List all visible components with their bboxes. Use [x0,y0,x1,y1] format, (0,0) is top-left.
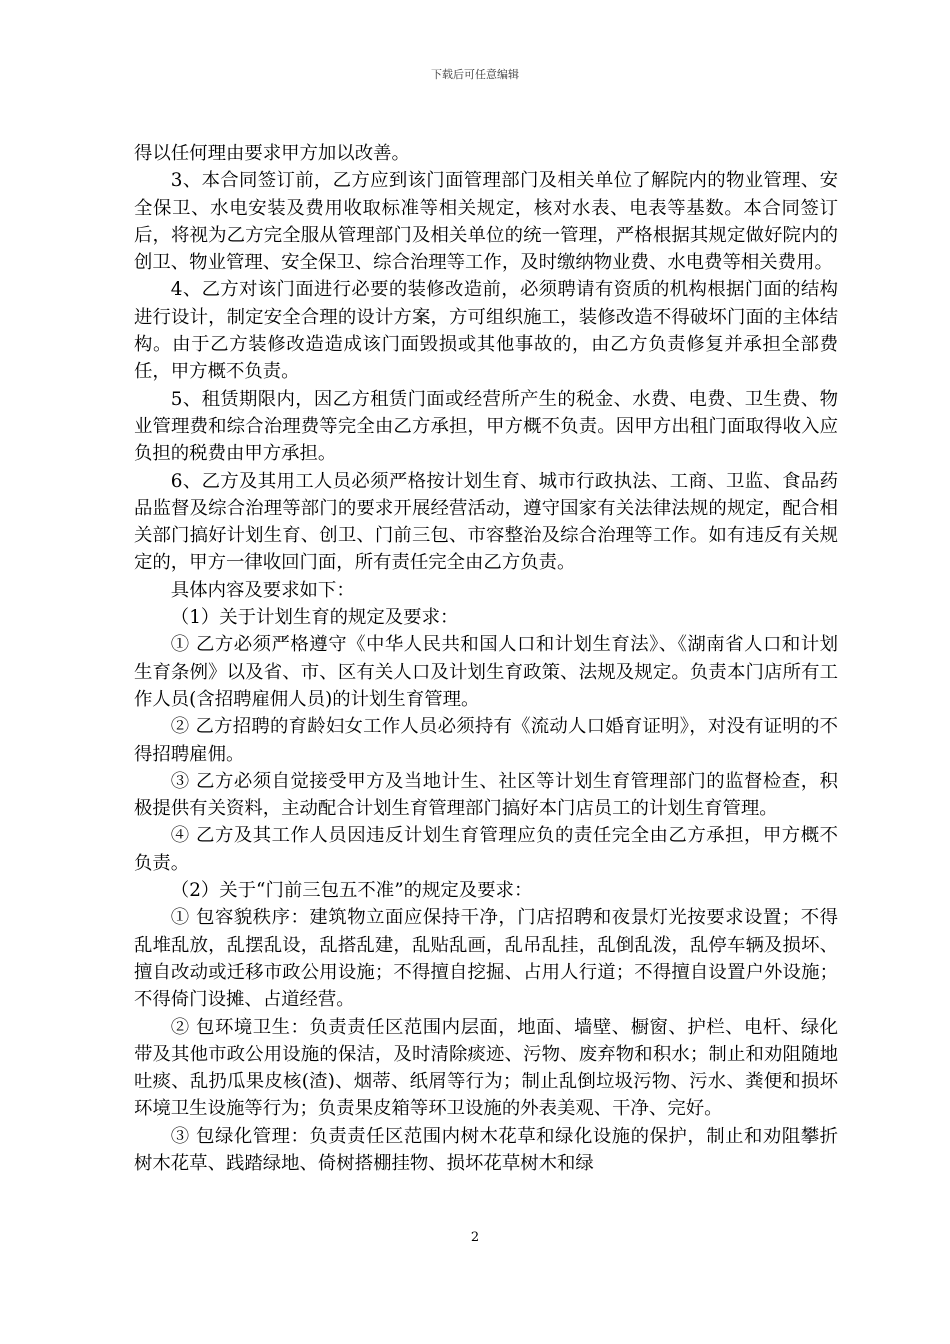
paragraph-details-intro: 具体内容及要求如下： [170,579,355,601]
page-number: 2 [470,1230,480,1245]
paragraph-clause-5: 5、租赁期限内，因乙方租赁门面或经营所产生的税金、水费、电费、卫生费、物业管理费和综合治理费等完全由乙方承担，甲方概不负责。因甲方出租门面取得收入应负担的税费由甲方承担。 [134,388,838,465]
contract-body [134,140,838,1177]
paragraph-item-1-4: ④ 乙方及其工作人员因违反计划生育管理应负的责任完全由乙方承担，甲方概不负责。 [134,825,838,874]
paragraph-section-1-heading: （1）关于计划生育的规定及要求： [170,607,459,629]
paragraph-item-2-3: ③ 包绿化管理：负责责任区范围内树木花草和绿化设施的保护，制止和劝阻攀折树木花草、践踏绿地、倚树搭棚挂物、损坏花草树木和绿 [134,1125,838,1174]
paragraph-clause-3: 3、本合同签订前，乙方应到该门面管理部门及相关单位了解院内的物业管理、安全保卫、水电安装及费用收取标准等相关规定，核对水表、电表等基数。本合同签订后，将视为乙方完全服从管理部门及相关单位的统一管理，严格根据其规定做好院内的创卫、物业管理、安全保卫、综合治理等工作，及时缴纳物业费、水电费等相关费用。 [134,170,838,274]
paragraph-continuation: 得以任何理由要求甲方加以改善。 [134,143,410,164]
paragraph-clause-6: 6、乙方及其用工人员必须严格按计划生育、城市行政执法、工商、卫监、食品药品监督及综合治理等部门的要求开展经营活动，遵守国家有关法律法规的规定，配合相关部门搞好计划生育、创卫、门前三包、市容整治及综合治理等工作。如有违反有关规定的，甲方一律收回门面，所有责任完全由乙方负责。 [134,470,838,574]
paragraph-item-1-2: ② 乙方招聘的育龄妇女工作人员必须持有《流动人口婚育证明》，对没有证明的不得招聘雇佣。 [134,716,838,765]
paragraph-clause-4: 4、乙方对该门面进行必要的装修改造前，必须聘请有资质的机构根据门面的结构进行设计，制定安全合理的设计方案，方可组织施工，装修改造不得破坏门面的主体结构。由于乙方装修改造造成该门面毁损或其他事故的，由乙方负责修复并承担全部费任，甲方概不负责。 [134,279,838,383]
paragraph-item-1-3: ③ 乙方必须自觉接受甲方及当地计生、社区等计划生育管理部门的监督检查，积极提供有关资料，主动配合计划生育管理部门搞好本门店员工的计划生育管理。 [134,770,838,820]
page-header-note: 下载后可任意编辑 [431,68,519,81]
paragraph-item-1-1: ① 乙方必须严格遵守《中华人民共和国人口和计划生育法》、《湖南省人口和计划生育条例》以及省、市、区有关人口及计划生育政策、法规及规定。负责本门店所有工作人员(含招聘雇佣人员)的计划生育管理。 [134,634,838,710]
paragraph-section-2-heading: （2）关于“门前三包五不准”的规定及要求： [170,880,533,902]
paragraph-item-2-2: ② 包环境卫生：负责责任区范围内层面，地面、墙壁、橱窗、护栏、电杆、绿化带及其他市政公用设施的保洁，及时清除痰迹、污物、废弃物和积水；制止和劝阻随地吐痰、乱扔瓜果皮核(渣)、烟蒂、纸屑等行为；制止乱倒垃圾污物、污水、粪便和损坏环境卫生设施等行为；负责果皮箱等环卫设施的外表美观、干净、完好。 [134,1016,838,1120]
paragraph-item-2-1: ① 包容貌秩序：建筑物立面应保持干净，门店招聘和夜景灯光按要求设置；不得乱堆乱放，乱摆乱设，乱搭乱建，乱贴乱画，乱吊乱挂，乱倒乱泼，乱停车辆及损坏、擅自改动或迁移市政公用设施；不得擅自挖掘、占用人行道；不得擅自设置户外设施；不得倚门设摊、占道经营。 [134,907,838,1011]
